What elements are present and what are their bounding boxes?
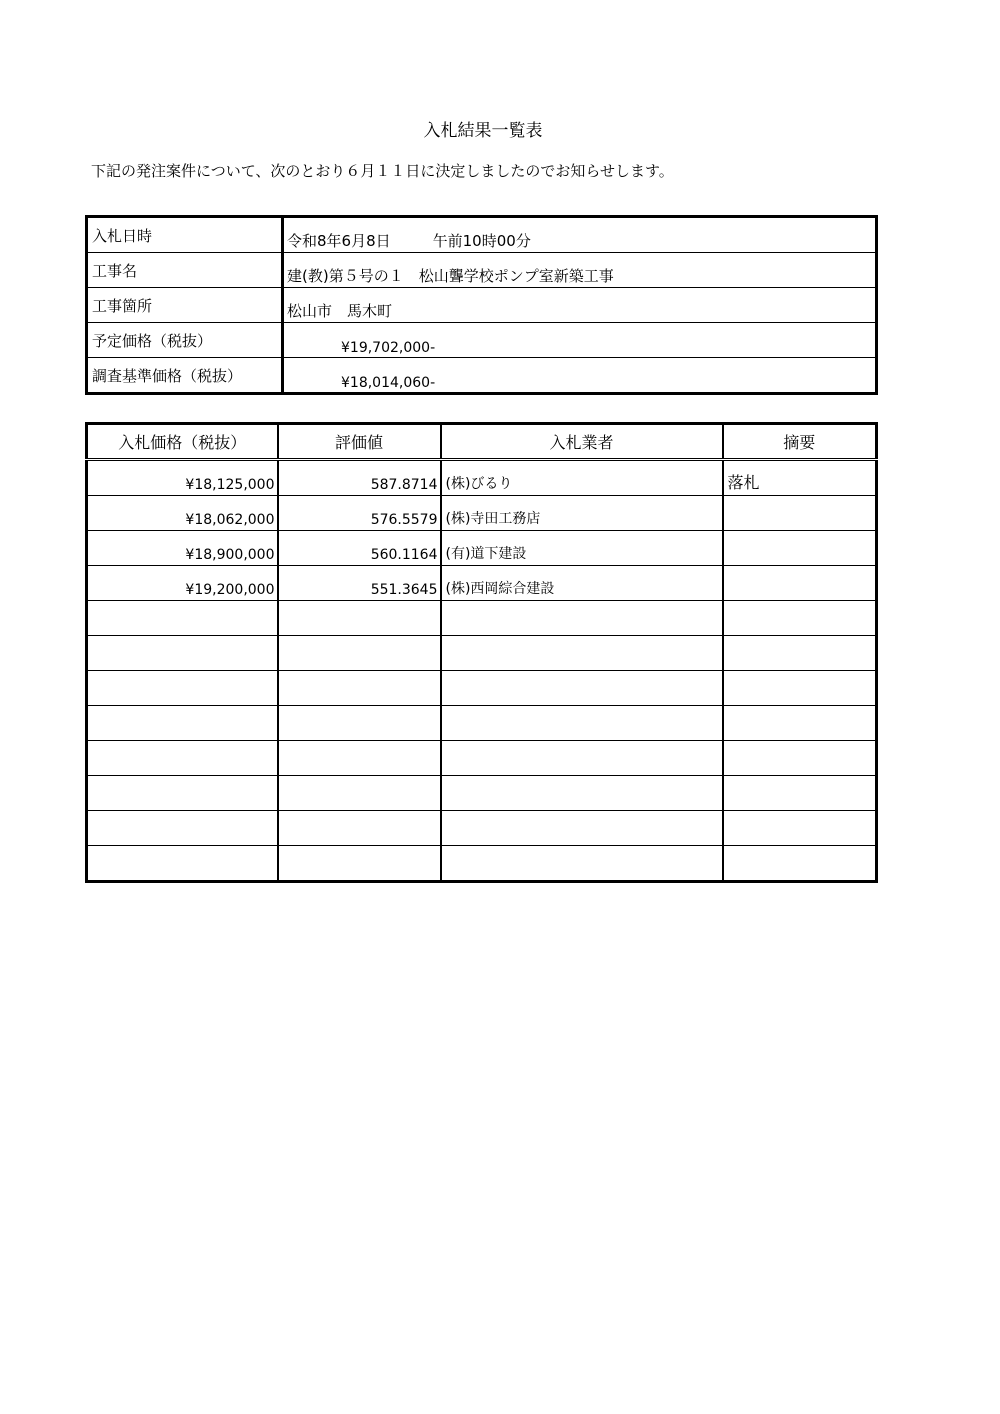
empty-cell <box>278 706 441 741</box>
score-cell: 551.3645 <box>278 566 441 601</box>
date-value: 令和8年6月8日 <box>287 232 391 250</box>
header-score: 評価値 <box>278 424 441 460</box>
planned-price-label: 予定価格（税抜） <box>87 323 283 358</box>
empty-cell <box>441 846 723 882</box>
empty-row <box>87 741 877 776</box>
empty-cell <box>278 846 441 882</box>
table-row <box>87 531 877 566</box>
empty-cell <box>87 601 278 636</box>
empty-cell <box>87 741 278 776</box>
project-value: 建(教)第５号の１ 松山聾学校ポンプ室新築工事 <box>283 253 877 288</box>
empty-cell <box>278 636 441 671</box>
empty-cell <box>87 706 278 741</box>
date-value-cell <box>283 217 877 253</box>
header-bidder: 入札業者 <box>441 424 723 460</box>
empty-cell <box>441 776 723 811</box>
table-row <box>87 496 877 531</box>
survey-price-value: ¥18,014,060- <box>341 375 436 391</box>
empty-cell <box>278 671 441 706</box>
empty-cell <box>87 846 278 882</box>
header-bid-price: 入札価格（税抜） <box>87 424 278 460</box>
planned-price-value: ¥19,702,000- <box>283 323 877 358</box>
bid-price-cell: ¥19,200,000 <box>87 566 278 601</box>
empty-cell <box>723 811 877 846</box>
empty-cell <box>723 671 877 706</box>
bid-price-cell: ¥18,900,000 <box>87 531 278 566</box>
empty-cell <box>87 636 278 671</box>
info-row-planned-price <box>87 323 877 358</box>
location-label: 工事箇所 <box>87 288 283 323</box>
empty-row <box>87 776 877 811</box>
table-row <box>87 460 877 496</box>
bid-results-table <box>85 422 878 883</box>
empty-cell <box>278 776 441 811</box>
date-label: 入札日時 <box>87 217 283 253</box>
bidder-cell: (株)寺田工務店 <box>441 496 723 531</box>
empty-cell <box>441 706 723 741</box>
empty-cell <box>441 601 723 636</box>
empty-cell <box>87 671 278 706</box>
empty-row <box>87 846 877 882</box>
bidder-cell: (株)びるり <box>441 460 723 496</box>
empty-cell <box>278 741 441 776</box>
empty-row <box>87 706 877 741</box>
time-value: 午前10時00分 <box>432 232 531 250</box>
empty-cell <box>723 706 877 741</box>
empty-cell <box>723 846 877 882</box>
survey-price-label: 調査基準価格（税抜） <box>87 358 283 394</box>
bidder-cell: (有)道下建設 <box>441 531 723 566</box>
empty-cell <box>441 741 723 776</box>
results-header-row <box>87 424 877 460</box>
info-row-survey-price <box>87 358 877 394</box>
info-row-project <box>87 253 877 288</box>
empty-cell <box>441 636 723 671</box>
empty-row <box>87 636 877 671</box>
empty-cell <box>723 636 877 671</box>
score-cell: 587.8714 <box>278 460 441 496</box>
info-row-location <box>87 288 877 323</box>
empty-cell <box>441 671 723 706</box>
score-cell: 560.1164 <box>278 531 441 566</box>
location-value: 松山市 馬木町 <box>283 288 877 323</box>
empty-cell <box>87 776 278 811</box>
page-title: 入札結果一覧表 <box>423 121 543 141</box>
info-row-date <box>87 217 877 253</box>
empty-cell <box>723 601 877 636</box>
empty-cell <box>441 811 723 846</box>
score-cell: 576.5579 <box>278 496 441 531</box>
remarks-cell: 落札 <box>723 460 877 496</box>
remarks-cell <box>723 496 877 531</box>
table-row <box>87 566 877 601</box>
empty-row <box>87 601 877 636</box>
empty-cell <box>278 811 441 846</box>
empty-row <box>87 671 877 706</box>
empty-cell <box>723 776 877 811</box>
remarks-cell <box>723 566 877 601</box>
empty-cell <box>278 601 441 636</box>
bidder-cell: (株)西岡綜合建設 <box>441 566 723 601</box>
project-label: 工事名 <box>87 253 283 288</box>
intro-text: 下記の発注案件について、次のとおり６月１１日に決定しましたのでお知らせします。 <box>91 162 674 180</box>
bid-info-table <box>85 215 878 395</box>
bid-price-cell: ¥18,062,000 <box>87 496 278 531</box>
empty-row <box>87 811 877 846</box>
remarks-cell <box>723 531 877 566</box>
header-remarks: 摘要 <box>723 424 877 460</box>
bid-price-cell: ¥18,125,000 <box>87 460 278 496</box>
empty-cell <box>87 811 278 846</box>
empty-cell <box>723 741 877 776</box>
